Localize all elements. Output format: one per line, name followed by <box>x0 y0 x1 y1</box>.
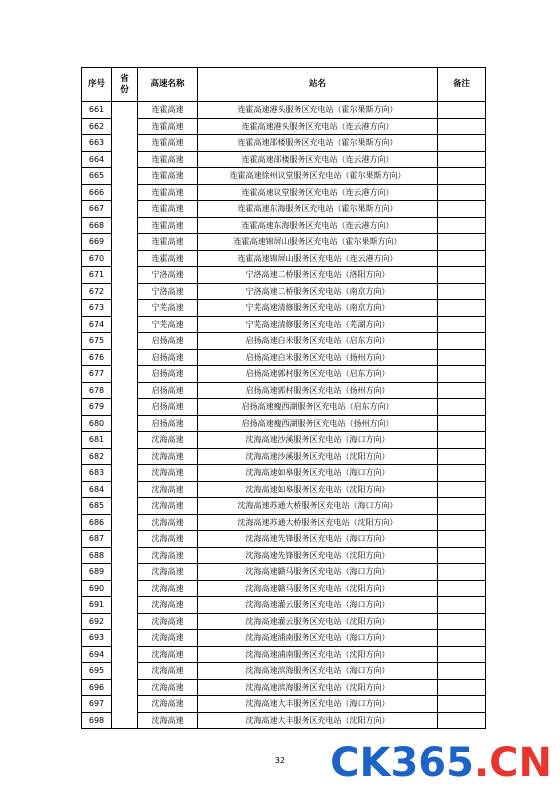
cell-index: 681 <box>82 432 112 449</box>
cell-station: 连霍高速邵楼服务区充电站（霍尔果斯方向） <box>198 135 438 152</box>
cell-index: 687 <box>82 531 112 548</box>
cell-station: 沈海高速灌云服务区充电站（海口方向） <box>198 597 438 614</box>
cell-index: 694 <box>82 646 112 663</box>
cell-station: 沈海高速灌云服务区充电站（沈阳方向） <box>198 613 438 630</box>
table-row <box>82 399 486 416</box>
cell-station: 沈海高速沙溪服务区充电站（沈阳方向） <box>198 448 438 465</box>
cell-remarks <box>438 613 486 630</box>
cell-remarks <box>438 316 486 333</box>
header-province <box>112 68 138 102</box>
table-row <box>82 366 486 383</box>
cell-index: 665 <box>82 168 112 185</box>
cell-station: 沈海高速沙溪服务区充电站（海口方向） <box>198 432 438 449</box>
table-row <box>82 498 486 515</box>
cell-remarks <box>438 250 486 267</box>
cell-remarks <box>438 597 486 614</box>
cell-index: 663 <box>82 135 112 152</box>
cell-remarks <box>438 630 486 647</box>
cell-highway: 沈海高速 <box>138 646 198 663</box>
cell-highway: 连霍高速 <box>138 234 198 251</box>
cell-station: 沈海高速如皋服务区充电站（海口方向） <box>198 465 438 482</box>
cell-index: 688 <box>82 547 112 564</box>
table-row <box>82 184 486 201</box>
table-row <box>82 151 486 168</box>
cell-remarks <box>438 333 486 350</box>
cell-remarks <box>438 564 486 581</box>
cell-station: 沈海高速滨海服务区充电站（沈阳方向） <box>198 679 438 696</box>
cell-remarks <box>438 514 486 531</box>
table-row <box>82 531 486 548</box>
cell-index: 667 <box>82 201 112 218</box>
table-row <box>82 217 486 234</box>
cell-index: 684 <box>82 481 112 498</box>
table-row <box>82 547 486 564</box>
cell-remarks <box>438 399 486 416</box>
cell-highway: 连霍高速 <box>138 151 198 168</box>
cell-remarks <box>438 646 486 663</box>
cell-station: 连霍高速东海服务区充电站（霍尔果斯方向） <box>198 201 438 218</box>
cell-index: 669 <box>82 234 112 251</box>
cell-remarks <box>438 283 486 300</box>
cell-remarks <box>438 135 486 152</box>
cell-highway: 连霍高速 <box>138 135 198 152</box>
cell-station: 沈海高速浦南服务区充电站（沈阳方向） <box>198 646 438 663</box>
cell-index: 686 <box>82 514 112 531</box>
cell-station: 连霍高速邵楼服务区充电站（连云港方向） <box>198 151 438 168</box>
cell-station: 沈海高速苏通大桥服务区充电站（海口方向） <box>198 498 438 515</box>
cell-station: 宁芜高速清修服务区充电站（芜湖方向） <box>198 316 438 333</box>
cell-index: 668 <box>82 217 112 234</box>
cell-index: 690 <box>82 580 112 597</box>
cell-station: 启扬高速白米服务区充电站（扬州方向） <box>198 349 438 366</box>
cell-remarks <box>438 415 486 432</box>
table-row <box>82 250 486 267</box>
table-row <box>82 696 486 713</box>
cell-remarks <box>438 432 486 449</box>
cell-station: 连霍高速港头服务区充电站（霍尔果斯方向） <box>198 102 438 119</box>
cell-station: 连霍高速议堂服务区充电站（连云港方向） <box>198 184 438 201</box>
cell-index: 682 <box>82 448 112 465</box>
cell-station: 沈海高速如皋服务区充电站（沈阳方向） <box>198 481 438 498</box>
cell-index: 673 <box>82 300 112 317</box>
cell-province <box>112 102 138 729</box>
cell-highway: 连霍高速 <box>138 168 198 185</box>
cell-station: 沈海高速大丰服务区充电站（海口方向） <box>198 696 438 713</box>
cell-highway: 沈海高速 <box>138 481 198 498</box>
cell-remarks <box>438 531 486 548</box>
table-row <box>82 597 486 614</box>
header-province-text: 省份 <box>120 73 129 95</box>
cell-highway: 启扬高速 <box>138 382 198 399</box>
table-row <box>82 333 486 350</box>
table-body <box>82 102 486 729</box>
cell-station: 启扬高速瘦西湖服务区充电站（扬州方向） <box>198 415 438 432</box>
cell-index: 693 <box>82 630 112 647</box>
cell-remarks <box>438 184 486 201</box>
cell-remarks <box>438 118 486 135</box>
cell-index: 679 <box>82 399 112 416</box>
cell-highway: 宁芜高速 <box>138 316 198 333</box>
cell-station: 宁洛高速二桥服务区充电站（洛阳方向） <box>198 267 438 284</box>
cell-highway: 沈海高速 <box>138 679 198 696</box>
table-row <box>82 448 486 465</box>
cell-highway: 沈海高速 <box>138 630 198 647</box>
cell-highway: 启扬高速 <box>138 366 198 383</box>
cell-index: 671 <box>82 267 112 284</box>
cell-highway: 连霍高速 <box>138 118 198 135</box>
cell-index: 689 <box>82 564 112 581</box>
cell-remarks <box>438 663 486 680</box>
cell-index: 685 <box>82 498 112 515</box>
cell-highway: 启扬高速 <box>138 415 198 432</box>
cell-station: 沈海高速滨海服务区充电站（海口方向） <box>198 663 438 680</box>
table-row <box>82 234 486 251</box>
table-row <box>82 267 486 284</box>
table-row <box>82 415 486 432</box>
table-row <box>82 168 486 185</box>
cell-index: 696 <box>82 679 112 696</box>
table-row <box>82 135 486 152</box>
cell-station: 沈海高速赣马服务区充电站（沈阳方向） <box>198 580 438 597</box>
table-row <box>82 663 486 680</box>
table-row <box>82 564 486 581</box>
cell-highway: 启扬高速 <box>138 399 198 416</box>
cell-remarks <box>438 481 486 498</box>
cell-remarks <box>438 465 486 482</box>
cell-highway: 连霍高速 <box>138 184 198 201</box>
table-row <box>82 646 486 663</box>
cell-highway: 沈海高速 <box>138 712 198 729</box>
table-row <box>82 316 486 333</box>
cell-index: 683 <box>82 465 112 482</box>
cell-highway: 沈海高速 <box>138 531 198 548</box>
header-highway: 高速名称 <box>138 68 198 102</box>
cell-highway: 沈海高速 <box>138 514 198 531</box>
cell-station: 连霍高速东海服务区充电站（连云港方向） <box>198 217 438 234</box>
table-row <box>82 283 486 300</box>
cell-remarks <box>438 217 486 234</box>
table-row <box>82 514 486 531</box>
cell-station: 沈海高速浦南服务区充电站（海口方向） <box>198 630 438 647</box>
table-row <box>82 712 486 729</box>
watermark-dot: . <box>473 740 490 786</box>
cell-station: 连霍高速锦屏山服务区充电站（霍尔果斯方向） <box>198 234 438 251</box>
cell-remarks <box>438 696 486 713</box>
cell-remarks <box>438 267 486 284</box>
cell-remarks <box>438 151 486 168</box>
cell-highway: 沈海高速 <box>138 465 198 482</box>
cell-index: 662 <box>82 118 112 135</box>
cell-station: 启扬高速郭村服务区充电站（扬州方向） <box>198 382 438 399</box>
cell-index: 661 <box>82 102 112 119</box>
cell-index: 680 <box>82 415 112 432</box>
cell-highway: 连霍高速 <box>138 217 198 234</box>
cell-highway: 宁洛高速 <box>138 283 198 300</box>
cell-index: 697 <box>82 696 112 713</box>
cell-station: 沈海高速苏通大桥服务区充电站（沈阳方向） <box>198 514 438 531</box>
cell-index: 664 <box>82 151 112 168</box>
table-row <box>82 349 486 366</box>
cell-index: 672 <box>82 283 112 300</box>
cell-station: 宁芜高速清修服务区充电站（南京方向） <box>198 300 438 317</box>
cell-highway: 沈海高速 <box>138 448 198 465</box>
table-row <box>82 465 486 482</box>
table-row <box>82 679 486 696</box>
cell-highway: 沈海高速 <box>138 597 198 614</box>
cell-highway: 启扬高速 <box>138 333 198 350</box>
cell-highway: 连霍高速 <box>138 250 198 267</box>
cell-highway: 连霍高速 <box>138 201 198 218</box>
table-row <box>82 382 486 399</box>
cell-index: 676 <box>82 349 112 366</box>
cell-remarks <box>438 448 486 465</box>
table-row <box>82 580 486 597</box>
cell-highway: 连霍高速 <box>138 102 198 119</box>
cell-index: 692 <box>82 613 112 630</box>
cell-station: 连霍高速锦屏山服务区充电站（连云港方向） <box>198 250 438 267</box>
cell-index: 677 <box>82 366 112 383</box>
cell-highway: 沈海高速 <box>138 432 198 449</box>
cell-highway: 启扬高速 <box>138 349 198 366</box>
cell-station: 沈海高速赣马服务区充电站（海口方向） <box>198 564 438 581</box>
cell-index: 666 <box>82 184 112 201</box>
cell-remarks <box>438 349 486 366</box>
table-row <box>82 102 486 119</box>
cell-index: 675 <box>82 333 112 350</box>
cell-index: 691 <box>82 597 112 614</box>
table-row <box>82 300 486 317</box>
cell-highway: 宁洛高速 <box>138 267 198 284</box>
cell-remarks <box>438 234 486 251</box>
cell-remarks <box>438 679 486 696</box>
cell-station: 连霍高速徐州议堂服务区充电站（霍尔果斯方向） <box>198 168 438 185</box>
watermark-part1: CK365 <box>330 740 474 786</box>
cell-remarks <box>438 580 486 597</box>
cell-highway: 沈海高速 <box>138 547 198 564</box>
cell-station: 启扬高速瘦西湖服务区充电站（启东方向） <box>198 399 438 416</box>
cell-remarks <box>438 201 486 218</box>
cell-highway: 宁芜高速 <box>138 300 198 317</box>
charging-station-table <box>81 67 486 729</box>
cell-index: 674 <box>82 316 112 333</box>
cell-remarks <box>438 547 486 564</box>
page-number: 32 <box>274 756 286 765</box>
table-row <box>82 201 486 218</box>
table-row <box>82 630 486 647</box>
cell-index: 678 <box>82 382 112 399</box>
cell-remarks <box>438 102 486 119</box>
cell-highway: 沈海高速 <box>138 498 198 515</box>
table-row <box>82 613 486 630</box>
cell-index: 695 <box>82 663 112 680</box>
cell-remarks <box>438 712 486 729</box>
cell-station: 沈海高速先锋服务区充电站（海口方向） <box>198 531 438 548</box>
cell-index: 698 <box>82 712 112 729</box>
cell-remarks <box>438 300 486 317</box>
cell-station: 启扬高速白米服务区充电站（启东方向） <box>198 333 438 350</box>
header-index: 序号 <box>82 68 112 102</box>
cell-station: 沈海高速大丰服务区充电站（沈阳方向） <box>198 712 438 729</box>
cell-station: 启扬高速郭村服务区充电站（启东方向） <box>198 366 438 383</box>
table-row <box>82 481 486 498</box>
cell-remarks <box>438 366 486 383</box>
watermark-logo <box>330 740 552 786</box>
cell-remarks <box>438 382 486 399</box>
cell-highway: 沈海高速 <box>138 696 198 713</box>
table-row <box>82 432 486 449</box>
cell-station: 沈海高速先锋服务区充电站（沈阳方向） <box>198 547 438 564</box>
cell-highway: 沈海高速 <box>138 663 198 680</box>
cell-highway: 沈海高速 <box>138 564 198 581</box>
table-header-row <box>82 68 486 102</box>
cell-remarks <box>438 498 486 515</box>
cell-remarks <box>438 168 486 185</box>
cell-index: 670 <box>82 250 112 267</box>
header-station: 站名 <box>198 68 438 102</box>
cell-station: 连霍高速港头服务区充电站（连云港方向） <box>198 118 438 135</box>
cell-highway: 沈海高速 <box>138 580 198 597</box>
cell-highway: 沈海高速 <box>138 613 198 630</box>
header-remarks: 备注 <box>438 68 486 102</box>
watermark-part2: CN <box>489 740 552 786</box>
table-row <box>82 118 486 135</box>
cell-station: 宁洛高速二桥服务区充电站（南京方向） <box>198 283 438 300</box>
